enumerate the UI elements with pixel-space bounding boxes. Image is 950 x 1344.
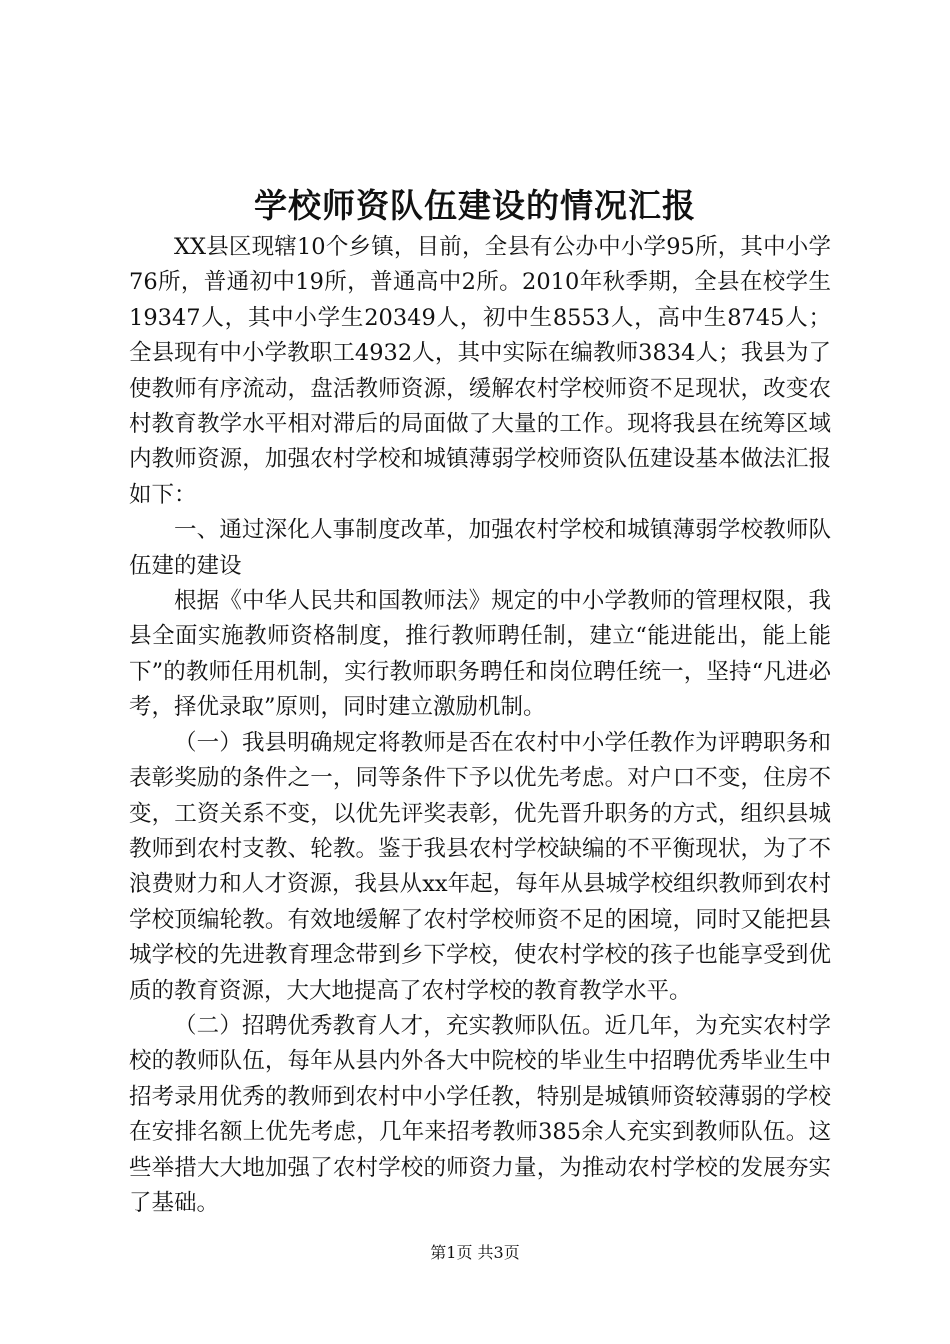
page-footer: 第1页 共3页 — [430, 1243, 520, 1262]
document-body — [129, 230, 831, 1221]
paragraph-section-heading: 一、通过深化人事制度改革，加强农村学校和城镇薄弱学校教师队伍建的建设 — [129, 517, 831, 579]
document-title: 学校师资队伍建设的情况汇报 — [254, 186, 696, 225]
paragraph-item-two: （二）招聘优秀教育人才，充实教师队伍。近几年，为充实农村学校的教师队伍，每年从县内外各大中院校的毕业生中招聘优秀毕业生中招考录用优秀的教师到农村中小学任教，特别是城镇师资较薄弱的学校在安排名额上优先考虑，几年来招考教师385余人充实到教师队伍。这些举措大大地加强了农村学校的师资力量，为推动农村学校的发展夯实了基础。 — [129, 1012, 831, 1216]
paragraph-item-one: （一）我县明确规定将教师是否在农村中小学任教作为评聘职务和表彰奖励的条件之一，同等条件下予以优先考虑。对户口不变，住房不变，工资关系不变，以优先评奖表彰，优先晋升职务的方式，组织县城教师到农村支教、轮教。鉴于我县农村学校缺编的不平衡现状，为了不浪费财力和人才资源，我县从xx年起，每年从县城学校组织教师到农村学校顶编轮教。有效地缓解了农村学校师资不足的困境，同时又能把县城学校的先进教育理念带到乡下学校，使农村学校的孩子也能享受到优质的教育资源，大大地提高了农村学校的教育教学水平。 — [129, 729, 831, 1004]
paragraph-intro: XX县区现辖10个乡镇，目前，全县有公办中小学95所，其中小学76所，普通初中19所，普通高中2所。2010年秋季期，全县在校学生19347人，其中小学生20349人，初中生8553人，高中生8745人；全县现有中小学教职工4932人，其中实际在编教师3834人；我县为了使教师有序流动，盘活教师资源，缓解农村学校师资不足现状，改变农村教育教学水平相对滞后的局面做了大量的工作。现将我县在统筹区域内教师资源，加强农村学校和城镇薄弱学校师资队伍建设基本做法汇报如下： — [129, 234, 831, 508]
paragraph-teacher-law: 根据《中华人民共和国教师法》规定的中小学教师的管理权限，我县全面实施教师资格制度，推行教师聘任制，建立“能进能出，能上能下”的教师任用机制，实行教师职务聘任和岗位聘任统一，坚持“凡进必考，择优录取”原则，同时建立激励机制。 — [129, 588, 831, 721]
